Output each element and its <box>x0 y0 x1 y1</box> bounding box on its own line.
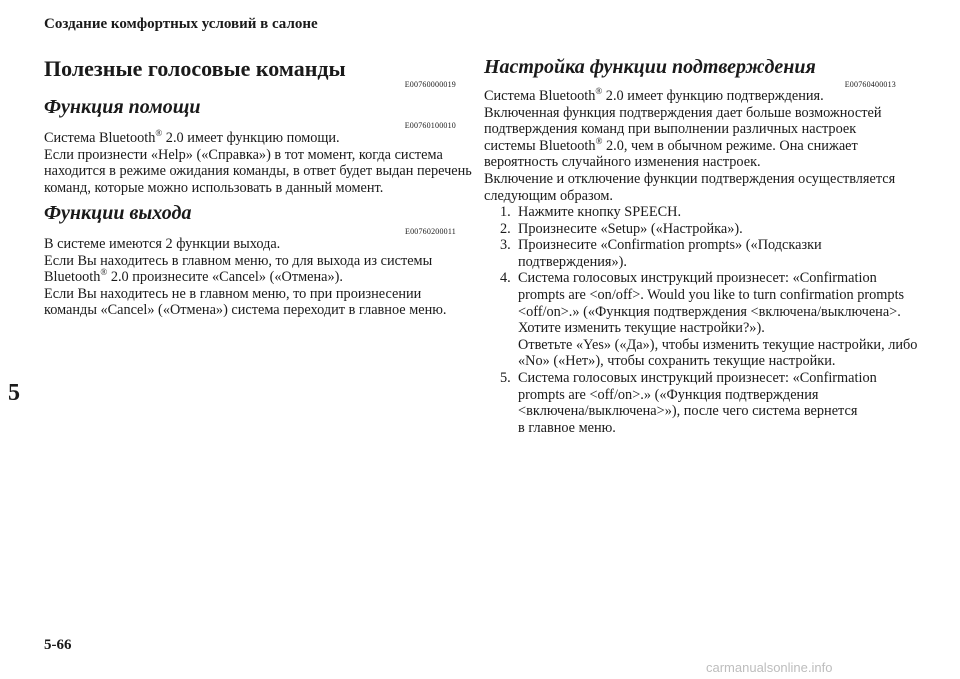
subheading-code-confirmation: E00760400013 <box>844 80 896 89</box>
watermark: carmanualsonline.info <box>706 660 833 675</box>
text-line: Если Вы находитесь в главном меню, то для выхода из системы <box>44 252 433 269</box>
subheading-code-help: E00760100010 <box>404 121 456 130</box>
paragraph-confirmation <box>484 88 896 204</box>
text-line: Если произнести «Help» («Справка») в тот момент, когда система <box>44 146 443 163</box>
text-line: подтверждения команд при выполнении различных настроек <box>484 121 857 138</box>
list-item: 4. Система голосовых инструкций произнесет: «Confirmation prompts are <on/off>. Would you like to turn confirmation prompts <off/on>.» («Функция подтверждения <включена/выключена>. Хотите изменить текущие настройки?»). Ответьте «Yes» («Да»), чтобы изменить текущие настройки, либо «No» («Нет»), чтобы сохранить текущие настройки. <box>500 270 918 370</box>
subheading-confirmation-settings: Настройка функции подтверждения <box>484 56 816 78</box>
list-item: 2. Произнесите «Setup» («Настройка»). <box>500 220 743 237</box>
subheading-exit-functions: Функции выхода <box>44 202 192 224</box>
list-item: 3. Произнесите «Confirmation prompts» («Подсказки подтверждения»). <box>500 237 822 270</box>
list-item: 5. Система голосовых инструкций произнесет: «Confirmation prompts are <off/on>.» («Функция подтверждения <включена/выключена>»), после чего система вернется в главное меню. <box>500 369 877 436</box>
chapter-number: 5 <box>8 380 20 406</box>
running-header: Создание комфортных условий в салоне <box>44 16 318 32</box>
text-line: Если Вы находитесь не в главном меню, то при произнесении <box>44 285 422 302</box>
text-line: находится в режиме ожидания команды, в ответ будет выдан перечень <box>44 163 472 180</box>
text-line: Система Bluetooth® 2.0 имеет функцию подтверждения. <box>484 86 824 104</box>
paragraph-help <box>44 128 472 196</box>
text-line: Включенная функция подтверждения дает больше возможностей <box>484 104 882 121</box>
text-line: следующим образом. <box>484 187 613 204</box>
text-line: Система Bluetooth® 2.0 имеет функцию помощи. <box>44 128 340 146</box>
text-line: системы Bluetooth® 2.0, чем в обычном режиме. Она снижает <box>484 135 858 154</box>
heading-code: E00760000019 <box>404 80 456 89</box>
subheading-code-exit: E00760200011 <box>405 227 456 236</box>
text-line: В системе имеются 2 функции выхода. <box>44 236 281 252</box>
steps-list <box>484 204 918 436</box>
section-heading-voice-commands: Полезные голосовые команды <box>44 56 346 81</box>
text-line: Bluetooth® 2.0 произнесите «Cancel» («Отмена»). <box>44 267 343 286</box>
list-item: 1. Нажмите кнопку SPEECH. <box>500 204 682 220</box>
text-line: команд, которые можно использовать в данный момент. <box>44 179 384 196</box>
text-line: вероятность случайного изменения настроек. <box>484 154 761 171</box>
subheading-help-function: Функция помощи <box>44 96 201 118</box>
paragraph-exit <box>44 236 456 319</box>
text-line: команды «Cancel» («Отмена») система переходит в главное меню. <box>44 302 447 319</box>
text-line: Включение и отключение функции подтверждения осуществляется <box>484 170 896 187</box>
page-number: 5-66 <box>44 637 72 653</box>
